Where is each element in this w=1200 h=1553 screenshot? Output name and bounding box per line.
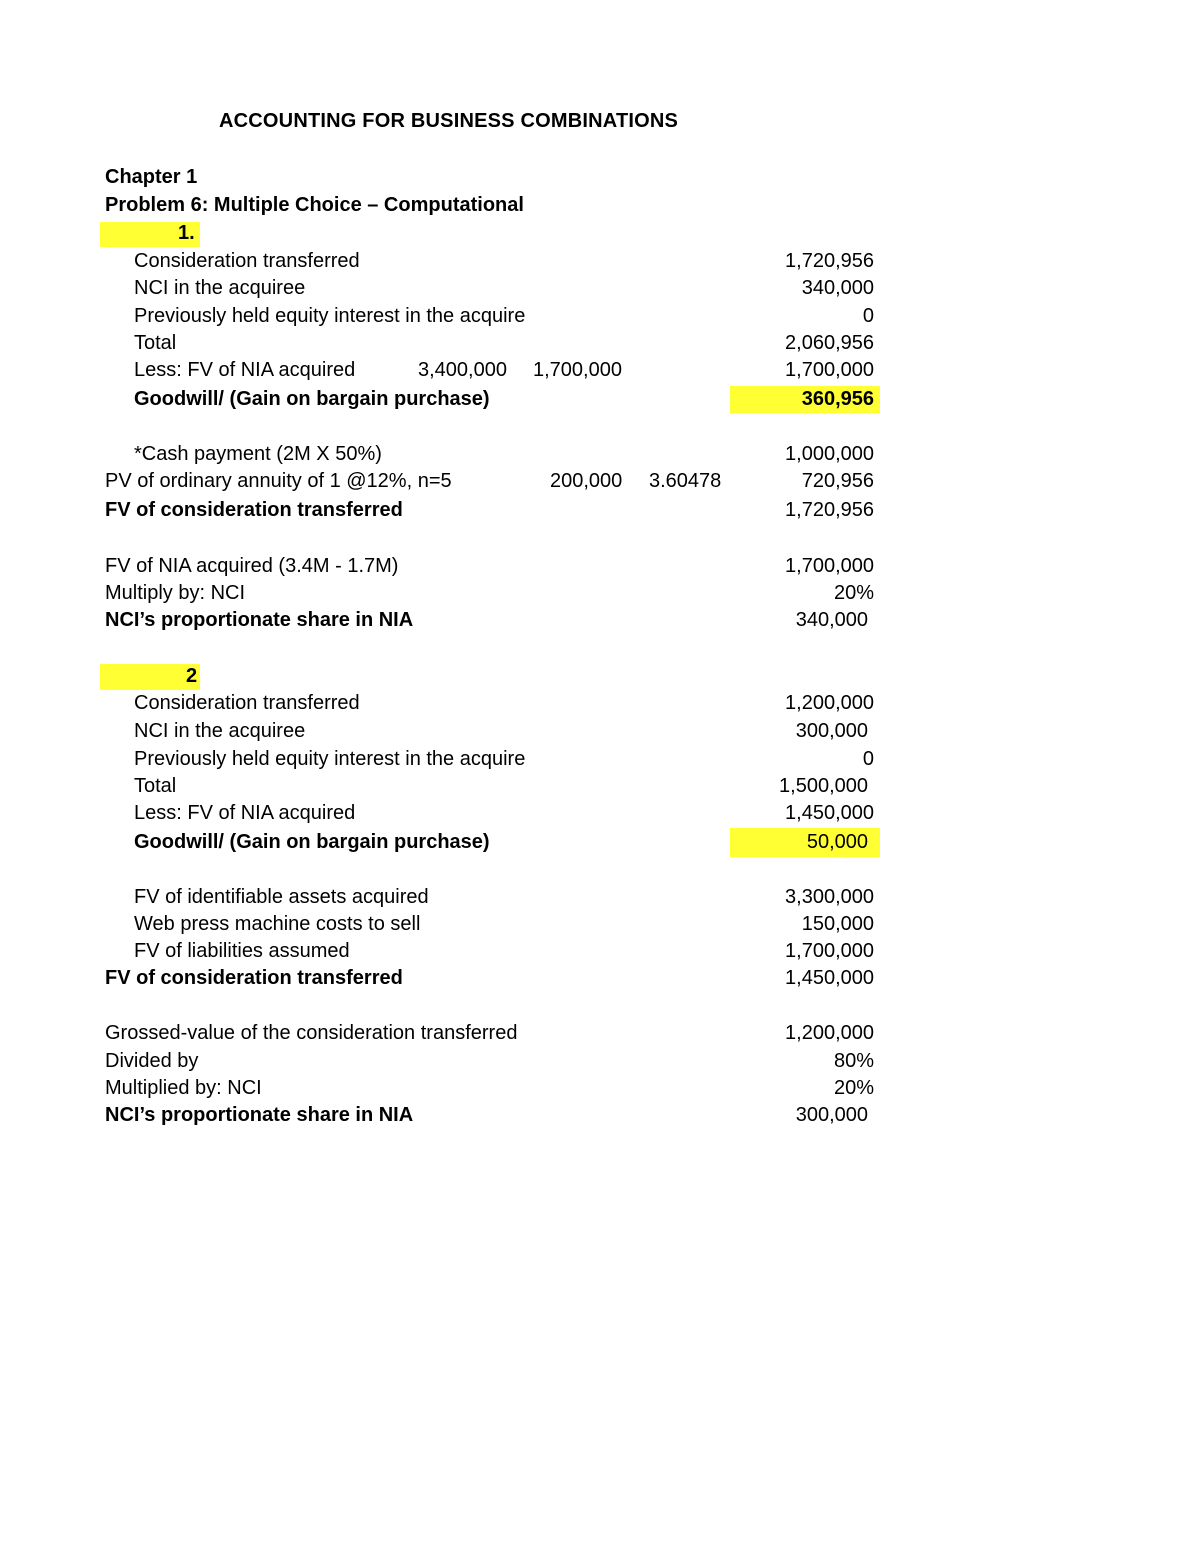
problem-heading: Problem 6: Multiple Choice – Computational: [105, 194, 524, 216]
row-amount: 1,450,000: [785, 967, 874, 989]
row-amount: 20%: [833, 582, 874, 604]
table-row: [0, 965, 1200, 992]
question-1-marker: 1.: [178, 222, 195, 244]
chapter-row: [0, 164, 1200, 191]
row-amount: 1,720,956: [785, 499, 874, 521]
row-label: NCI in the acquiree: [134, 720, 306, 742]
row-label: Grossed-value of the consideration transferred: [105, 1022, 518, 1044]
row-amount: 1,700,000: [785, 940, 874, 962]
row-amount: 1,200,000: [785, 1022, 874, 1044]
row-amount: 1,200,000: [785, 692, 874, 714]
goodwill-row: [0, 386, 1200, 413]
row-amount: 2,060,956: [785, 332, 874, 354]
table-row: [0, 607, 1200, 634]
row-label: FV of NIA acquired (3.4M - 1.7M): [105, 555, 399, 577]
row-label: Multiplied by: NCI: [105, 1077, 262, 1099]
table-row: [0, 330, 1200, 357]
row-amount: 1,700,000: [785, 359, 874, 381]
row-amount: 0: [862, 748, 874, 770]
table-row: [0, 468, 1200, 495]
row-label: Less: FV of NIA acquired: [134, 802, 356, 824]
row-amount: 300,000: [795, 720, 868, 742]
goodwill-row: [0, 829, 1200, 856]
row-value-1: 200,000: [550, 470, 623, 492]
table-row: [0, 553, 1200, 580]
table-row: [0, 911, 1200, 938]
table-row: [0, 1020, 1200, 1047]
row-label: Previously held equity interest in the acquire: [134, 748, 526, 770]
row-label: NCI’s proportionate share in NIA: [105, 1104, 414, 1126]
row-label: Consideration transferred: [134, 250, 360, 272]
row-amount: 1,700,000: [785, 555, 874, 577]
row-label: *Cash payment (2M X 50%): [134, 443, 382, 465]
row-label: Total: [134, 775, 177, 797]
row-value-1: 3,400,000: [418, 359, 507, 381]
row-value-2: 1,700,000: [533, 359, 622, 381]
row-label: Less: FV of NIA acquired: [134, 359, 356, 381]
row-amount: 300,000: [795, 1104, 868, 1126]
table-row: [0, 497, 1200, 524]
row-amount: 1,450,000: [785, 802, 874, 824]
row-amount: 340,000: [795, 609, 868, 631]
row-amount: 1,720,956: [785, 250, 874, 272]
row-label: Total: [134, 332, 177, 354]
table-row: [0, 248, 1200, 275]
table-row: [0, 1048, 1200, 1075]
chapter-heading: Chapter 1: [105, 166, 198, 188]
row-label: PV of ordinary annuity of 1 @12%, n=5: [105, 470, 452, 492]
table-row: [0, 800, 1200, 827]
row-amount: 1,000,000: [785, 443, 874, 465]
goodwill-amount: 50,000: [806, 831, 868, 853]
row-label: Goodwill/ (Gain on bargain purchase): [134, 831, 490, 853]
row-label: FV of liabilities assumed: [134, 940, 350, 962]
row-label: NCI in the acquiree: [134, 277, 306, 299]
table-row: [0, 746, 1200, 773]
document-title: ACCOUNTING FOR BUSINESS COMBINATIONS: [219, 110, 679, 132]
table-row: [0, 773, 1200, 800]
table-row: [0, 690, 1200, 717]
table-row: [0, 1102, 1200, 1129]
row-amount: 80%: [833, 1050, 874, 1072]
row-amount: 340,000: [801, 277, 874, 299]
row-label: NCI’s proportionate share in NIA: [105, 609, 414, 631]
row-label: Multiply by: NCI: [105, 582, 246, 604]
table-row: [0, 275, 1200, 302]
table-row: [0, 357, 1200, 384]
row-label: FV of consideration transferred: [105, 499, 403, 521]
row-amount: 150,000: [801, 913, 874, 935]
question-1-marker-row: [0, 220, 1200, 247]
table-row: [0, 303, 1200, 330]
goodwill-amount: 360,956: [801, 388, 874, 410]
problem-row: [0, 192, 1200, 219]
table-row: [0, 884, 1200, 911]
row-amount: 720,956: [801, 470, 874, 492]
row-label: FV of consideration transferred: [105, 967, 403, 989]
row-amount: 3,300,000: [785, 886, 874, 908]
row-label: Goodwill/ (Gain on bargain purchase): [134, 388, 490, 410]
row-label: Web press machine costs to sell: [134, 913, 421, 935]
table-row: [0, 441, 1200, 468]
table-row: [0, 1075, 1200, 1102]
row-value-2: 3.60478: [649, 470, 722, 492]
row-amount: 20%: [833, 1077, 874, 1099]
row-label: Previously held equity interest in the acquire: [134, 305, 526, 327]
row-label: Divided by: [105, 1050, 199, 1072]
row-label: FV of identifiable assets acquired: [134, 886, 429, 908]
row-amount: 0: [862, 305, 874, 327]
table-row: [0, 580, 1200, 607]
row-label: Consideration transferred: [134, 692, 360, 714]
question-2-marker-row: [0, 663, 1200, 690]
row-amount: 1,500,000: [779, 775, 868, 797]
question-2-marker: 2: [186, 665, 198, 687]
table-row: [0, 718, 1200, 745]
table-row: [0, 938, 1200, 965]
